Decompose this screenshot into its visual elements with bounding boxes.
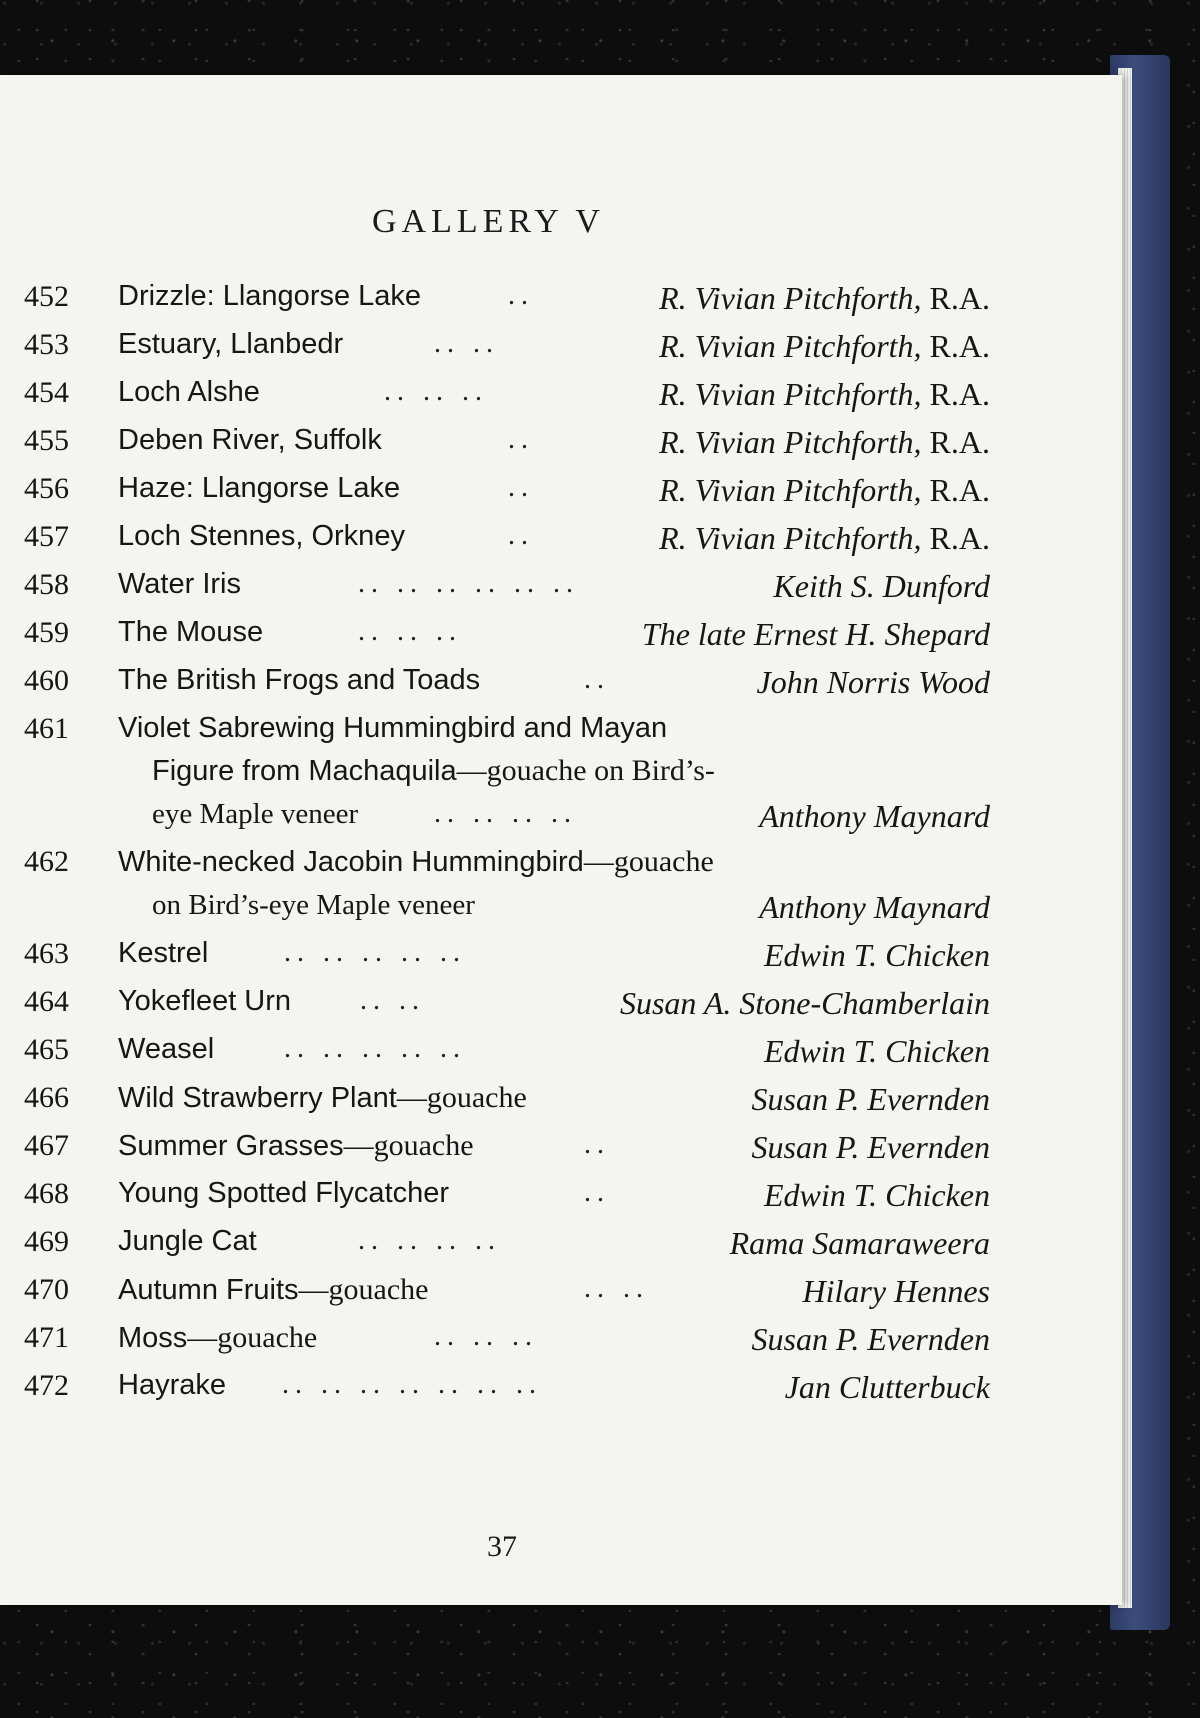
entry-463 (24, 937, 990, 981)
entry-title: Water Iris (118, 568, 241, 600)
medium-note: —gouache (583, 845, 714, 878)
entry-number: 461 (24, 712, 69, 745)
entry-number: 455 (24, 424, 69, 457)
artist-name: Edwin T. Chicken (763, 1177, 990, 1213)
entry-title (118, 1321, 317, 1355)
artist-name: R. Vivian Pitchforth, (659, 328, 922, 364)
entry-454 (24, 376, 990, 420)
artist-name: Jan Clutterbuck (784, 1369, 990, 1405)
medium-note-continued: on Bird’s-eye Maple veneer (152, 889, 475, 921)
entry-artist (802, 1273, 990, 1310)
entry-artist (659, 472, 990, 509)
dot-leader: .. (508, 472, 534, 503)
entry-title: Kestrel (118, 937, 209, 969)
dot-leader: .. (508, 424, 534, 455)
entry-459 (24, 616, 990, 660)
entry-number: 456 (24, 472, 69, 505)
artist-name: R. Vivian Pitchforth, (659, 520, 922, 556)
artist-name: R. Vivian Pitchforth, (659, 424, 922, 460)
artist-suffix: R.A. (929, 280, 990, 316)
entry-artist (659, 424, 990, 461)
entry-title: Loch Alshe (118, 376, 260, 408)
dot-leader: .. .. .. .. (434, 798, 577, 829)
entry-number: 460 (24, 664, 69, 697)
artist-name: The late Ernest H. Shepard (641, 616, 990, 652)
entry-number: 468 (24, 1177, 69, 1210)
dot-leader: .. (508, 280, 534, 311)
entry-number: 469 (24, 1225, 69, 1258)
dot-leader: .. .. .. .. .. (284, 1033, 466, 1064)
artist-name: Susan P. Evernden (751, 1081, 990, 1117)
artist-suffix: R.A. (929, 328, 990, 364)
entry-title (118, 1129, 474, 1163)
entry-title (118, 845, 714, 879)
artist-name: R. Vivian Pitchforth, (659, 376, 922, 412)
medium-note: —gouache (298, 1273, 429, 1306)
entry-title: The Mouse (118, 616, 264, 648)
entry-number: 459 (24, 616, 69, 649)
entry-artist (752, 1321, 990, 1358)
entry-artist (756, 664, 990, 701)
entry-465 (24, 1033, 990, 1077)
entry-title: Young Spotted Flycatcher (118, 1177, 450, 1209)
entry-461 (24, 712, 990, 842)
entry-455 (24, 424, 990, 468)
artist-name: Rama Samaraweera (729, 1225, 990, 1261)
artist-suffix: R.A. (929, 376, 990, 412)
entry-471 (24, 1321, 990, 1365)
entry-title: Loch Stennes, Orkney (118, 520, 405, 552)
entry-artist (620, 985, 990, 1022)
page-number: 37 (487, 1530, 517, 1563)
dot-leader: .. (508, 520, 534, 551)
artist-suffix: R.A. (929, 520, 990, 556)
entry-number: 454 (24, 376, 69, 409)
entry-title-continued (152, 754, 715, 788)
entry-artist (642, 616, 990, 653)
artist-suffix: R.A. (929, 424, 990, 460)
entry-title: Hayrake (118, 1369, 226, 1401)
dot-leader: .. .. .. .. .. .. (358, 568, 579, 599)
title-part: Moss (118, 1322, 188, 1354)
entry-artist (659, 328, 990, 365)
medium-note: —gouache (396, 1081, 527, 1114)
dot-leader: .. .. .. (434, 1321, 538, 1352)
entry-artist (752, 1081, 990, 1118)
entry-453 (24, 328, 990, 372)
title-part: White-necked Jacobin Hummingbird (118, 846, 584, 878)
entry-number: 465 (24, 1033, 69, 1066)
entry-artist (764, 1177, 990, 1214)
entry-464 (24, 985, 990, 1029)
entry-469 (24, 1225, 990, 1269)
artist-name: R. Vivian Pitchforth, (659, 280, 922, 316)
artist-name: Susan A. Stone-Chamberlain (619, 985, 990, 1021)
dot-leader: .. .. .. (358, 616, 462, 647)
entry-467 (24, 1129, 990, 1173)
entry-title (118, 1273, 428, 1307)
dot-leader: .. (584, 664, 610, 695)
artist-suffix: R.A. (929, 472, 990, 508)
entry-title: Deben River, Suffolk (118, 424, 382, 456)
title-part: Summer Grasses (118, 1130, 344, 1162)
artist-name: John Norris Wood (756, 664, 990, 700)
entry-452 (24, 280, 990, 324)
entry-number: 462 (24, 845, 69, 878)
artist-name: Edwin T. Chicken (763, 937, 990, 973)
entry-title: Jungle Cat (118, 1225, 257, 1257)
entry-artist (752, 1129, 990, 1166)
entry-artist (764, 1033, 990, 1070)
entry-457 (24, 520, 990, 564)
entry-number: 471 (24, 1321, 69, 1354)
dot-leader: .. .. .. .. .. (284, 937, 466, 968)
entry-number: 470 (24, 1273, 69, 1306)
medium-note: —gouache on Bird’s- (456, 754, 715, 787)
entry-artist (785, 1369, 990, 1406)
entry-number: 467 (24, 1129, 69, 1162)
gallery-heading: GALLERY V (372, 203, 605, 240)
entry-artist (759, 798, 990, 835)
entry-number: 466 (24, 1081, 69, 1114)
entry-title: The British Frogs and Toads (118, 664, 481, 696)
dot-leader: .. (584, 1129, 610, 1160)
entry-title: Drizzle: Llangorse Lake (118, 280, 422, 312)
dot-leader: .. .. (360, 985, 425, 1016)
artist-name: Anthony Maynard (759, 889, 990, 925)
entry-artist (773, 568, 990, 605)
dot-leader: .. .. (584, 1273, 649, 1304)
entry-artist (730, 1225, 990, 1262)
medium-note-continued: eye Maple veneer (152, 798, 359, 830)
medium-note: —gouache (343, 1129, 474, 1162)
artist-name: Edwin T. Chicken (763, 1033, 990, 1069)
entry-number: 458 (24, 568, 69, 601)
entry-number: 463 (24, 937, 69, 970)
entry-458 (24, 568, 990, 612)
dot-leader: .. (584, 1177, 610, 1208)
entry-470 (24, 1273, 990, 1317)
entry-artist (759, 889, 990, 926)
dot-leader: .. .. .. .. (358, 1225, 501, 1256)
artist-name: Anthony Maynard (759, 798, 990, 834)
entry-title: Haze: Llangorse Lake (118, 472, 401, 504)
entry-title (118, 1081, 527, 1115)
catalogue-page (0, 75, 1122, 1605)
artist-name: Keith S. Dunford (773, 568, 990, 604)
entry-artist (659, 280, 990, 317)
entry-number: 457 (24, 520, 69, 553)
title-part: Figure from Machaquila (152, 755, 457, 787)
title-part: Wild Strawberry Plant (118, 1082, 397, 1114)
entry-number: 464 (24, 985, 69, 1018)
dot-leader: .. .. .. .. .. .. .. (282, 1369, 542, 1400)
artist-name: Hilary Hennes (802, 1273, 990, 1309)
dot-leader: .. .. .. (384, 376, 488, 407)
entry-456 (24, 472, 990, 516)
entry-number: 452 (24, 280, 69, 313)
entry-460 (24, 664, 990, 708)
entry-artist (659, 520, 990, 557)
title-part: Autumn Fruits (118, 1274, 299, 1306)
dot-leader: .. .. (434, 328, 499, 359)
entry-artist (659, 376, 990, 413)
artist-name: Susan P. Evernden (751, 1321, 990, 1357)
artist-name: Susan P. Evernden (751, 1129, 990, 1165)
entry-title: Estuary, Llanbedr (118, 328, 344, 360)
entry-title: Weasel (118, 1033, 215, 1065)
entry-title: Violet Sabrewing Hummingbird and Mayan (118, 712, 668, 744)
medium-note: —gouache (187, 1321, 318, 1354)
entry-artist (764, 937, 990, 974)
entry-472 (24, 1369, 990, 1413)
entry-number: 472 (24, 1369, 69, 1402)
entry-468 (24, 1177, 990, 1221)
entry-466 (24, 1081, 990, 1125)
entry-462 (24, 845, 990, 933)
entry-title: Yokefleet Urn (118, 985, 292, 1017)
entry-number: 453 (24, 328, 69, 361)
artist-name: R. Vivian Pitchforth, (659, 472, 922, 508)
